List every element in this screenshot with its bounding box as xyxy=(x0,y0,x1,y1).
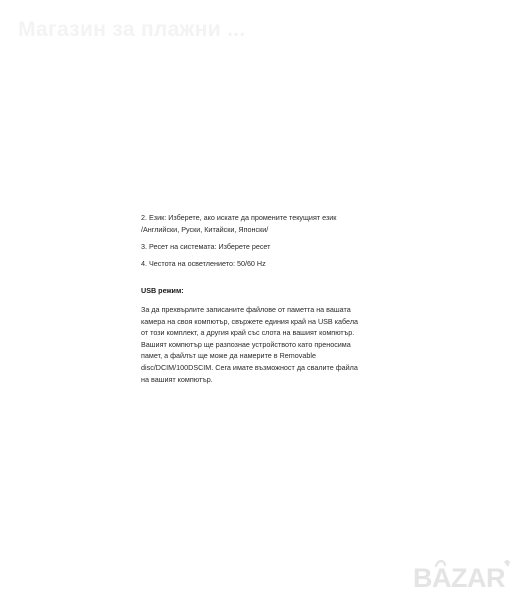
document-body xyxy=(141,212,403,385)
logo-wordmark: BAZAR xyxy=(413,563,505,593)
usb-line: За да прехвърлите записаните файлове от паметта на вашата xyxy=(141,304,351,314)
usb-line: на вашият компютър. xyxy=(141,374,213,384)
list-item-language xyxy=(141,212,403,235)
list-item-frequency: 4. Честота на осветлението: 50/60 Hz xyxy=(141,258,266,268)
list-item-language-line-1: 2. Език: Изберете, ако искате да промените текущият език xyxy=(141,213,337,222)
bazar-logo xyxy=(409,556,517,594)
usb-line: disc/DCIM/100DSCIM. Сега имате възможност да свалите файла xyxy=(141,362,358,372)
watermark-title: Магазин за плажни ... xyxy=(18,18,246,41)
usb-line: камера на своя компютър, свържете единия край на USB кабела xyxy=(141,316,359,326)
usb-line: от този комплект, а другия край със слота на вашият компютър. xyxy=(141,328,355,338)
list-item-language-line-2: /Английски, Руски, Китайски, Японски/ xyxy=(141,224,269,234)
usb-line: памет, а файлът ще може да намерите в Removable xyxy=(141,351,316,361)
usb-mode-heading: USB режим: xyxy=(141,286,184,296)
list-item-reset: 3. Ресет на системата: Изберете ресет xyxy=(141,241,271,251)
usb-mode-paragraph xyxy=(141,304,403,385)
usb-line: Вашият компютър ще разпознае устройството като преносима xyxy=(141,339,351,349)
